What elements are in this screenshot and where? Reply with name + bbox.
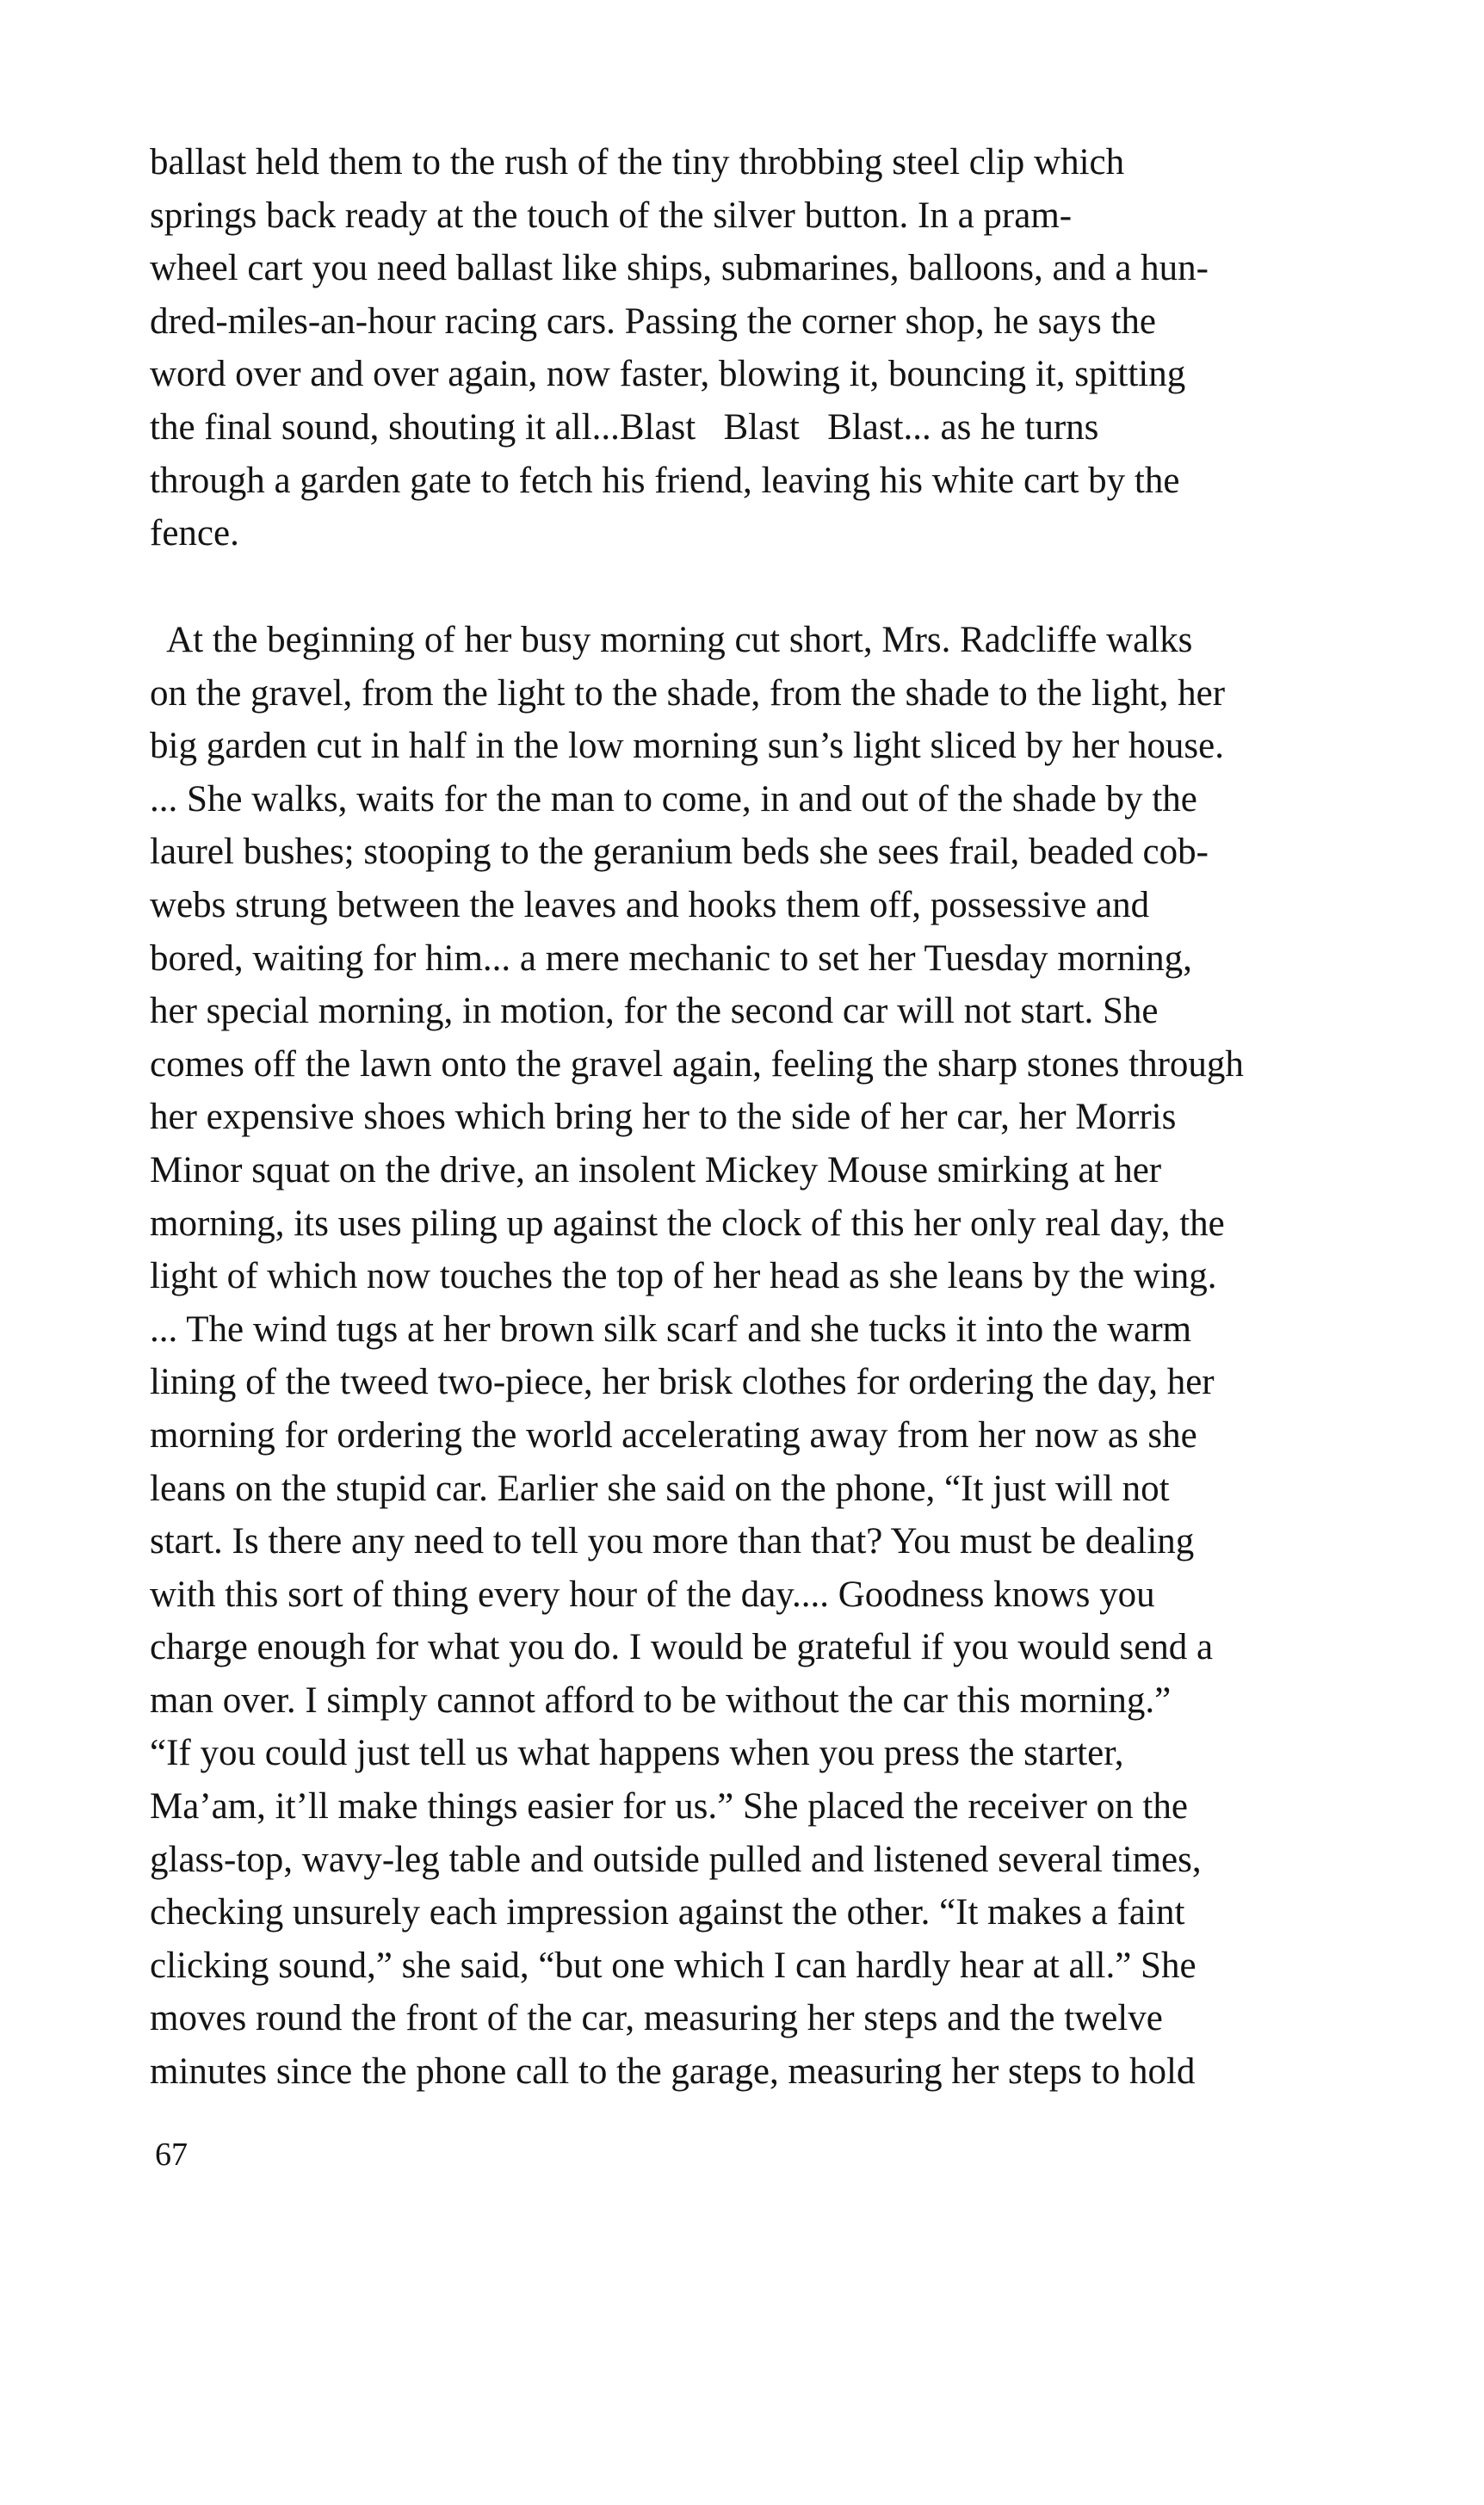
text-line: charge enough for what you do. I would be grateful if you would send a [150, 1627, 1214, 1668]
text-line: Minor squat on the drive, an insolent Mickey Mouse smirking at her [150, 1149, 1162, 1191]
text-line: lining of the tweed two-piece, her brisk clothes for ordering the day, her [150, 1362, 1215, 1403]
text-line: laurel bushes; stooping to the geranium beds she sees frail, beaded cob- [150, 832, 1209, 873]
text-line: light of which now touches the top of her head as she leans by the wing. [150, 1256, 1217, 1297]
text-line: fence. [150, 513, 239, 554]
text-line: Ma’am, it’ll make things easier for us.” She placed the receiver on the [150, 1786, 1188, 1828]
page-number: 67 [155, 2137, 188, 2173]
text-line: through a garden gate to fetch his friend, leaving his white cart by the [150, 460, 1180, 501]
text-line: with this sort of thing every hour of the day.... Goodness knows you [150, 1574, 1155, 1615]
text-line: webs strung between the leaves and hooks them off, possessive and [150, 884, 1150, 925]
text-line: minutes since the phone call to the garage, measuring her steps to hold [150, 2051, 1196, 2093]
text-line: ballast held them to the rush of the tiny throbbing steel clip which [150, 142, 1125, 182]
paragraph-1 [150, 136, 1348, 560]
text-line: glass-top, wavy-leg table and outside pulled and listened several times, [150, 1839, 1202, 1880]
text-line: moves round the front of the car, measuring her steps and the twelve [150, 1998, 1163, 2039]
text-line: springs back ready at the touch of the silver button. In a pram- [150, 195, 1073, 236]
text-line: her expensive shoes which bring her to the side of her car, her Morris [150, 1097, 1177, 1138]
text-line: leans on the stupid car. Earlier she said on the phone, “It just will not [150, 1468, 1170, 1509]
text-line: bored, waiting for him... a mere mechanic to set her Tuesday morning, [150, 937, 1192, 979]
text-line: clicking sound,” she said, “but one which I can hardly hear at all.” She [150, 1945, 1196, 1986]
text-line: At the beginning of her busy morning cut short, Mrs. Radcliffe walks [150, 620, 1193, 660]
text-line: word over and over again, now faster, blowing it, bouncing it, spitting [150, 354, 1186, 395]
paragraph-2 [150, 614, 1348, 2099]
text-line: start. Is there any need to tell you more than that? You must be dealing [150, 1521, 1195, 1562]
text-line: “If you could just tell us what happens when you press the starter, [150, 1733, 1124, 1774]
text-line: morning for ordering the world accelerating away from her now as she [150, 1414, 1197, 1456]
text-line: morning, its uses piling up against the clock of this her only real day, the [150, 1203, 1225, 1244]
text-line: wheel cart you need ballast like ships, submarines, balloons, and a hun- [150, 248, 1209, 289]
text-line: ... The wind tugs at her brown silk scarf and she tucks it into the warm [150, 1308, 1192, 1350]
text-line: dred-miles-an-hour racing cars. Passing the corner shop, he says the [150, 300, 1156, 342]
text-line: comes off the lawn onto the gravel again, feeling the sharp stones through [150, 1043, 1244, 1085]
text-line: big garden cut in half in the low morning sun’s light sliced by her house. [150, 726, 1224, 767]
text-line: checking unsurely each impression against the other. “It makes a faint [150, 1892, 1185, 1933]
text-line: ... She walks, waits for the man to come, in and out of the shade by the [150, 778, 1197, 820]
text-line: on the gravel, from the light to the shade, from the shade to the light, her [150, 672, 1226, 714]
text-line: her special morning, in motion, for the second car will not start. She [150, 991, 1159, 1032]
text-line: the final sound, shouting it all...Blast Blast Blast... as he turns [150, 406, 1099, 448]
text-line: man over. I simply cannot afford to be without the car this morning.” [150, 1679, 1172, 1721]
